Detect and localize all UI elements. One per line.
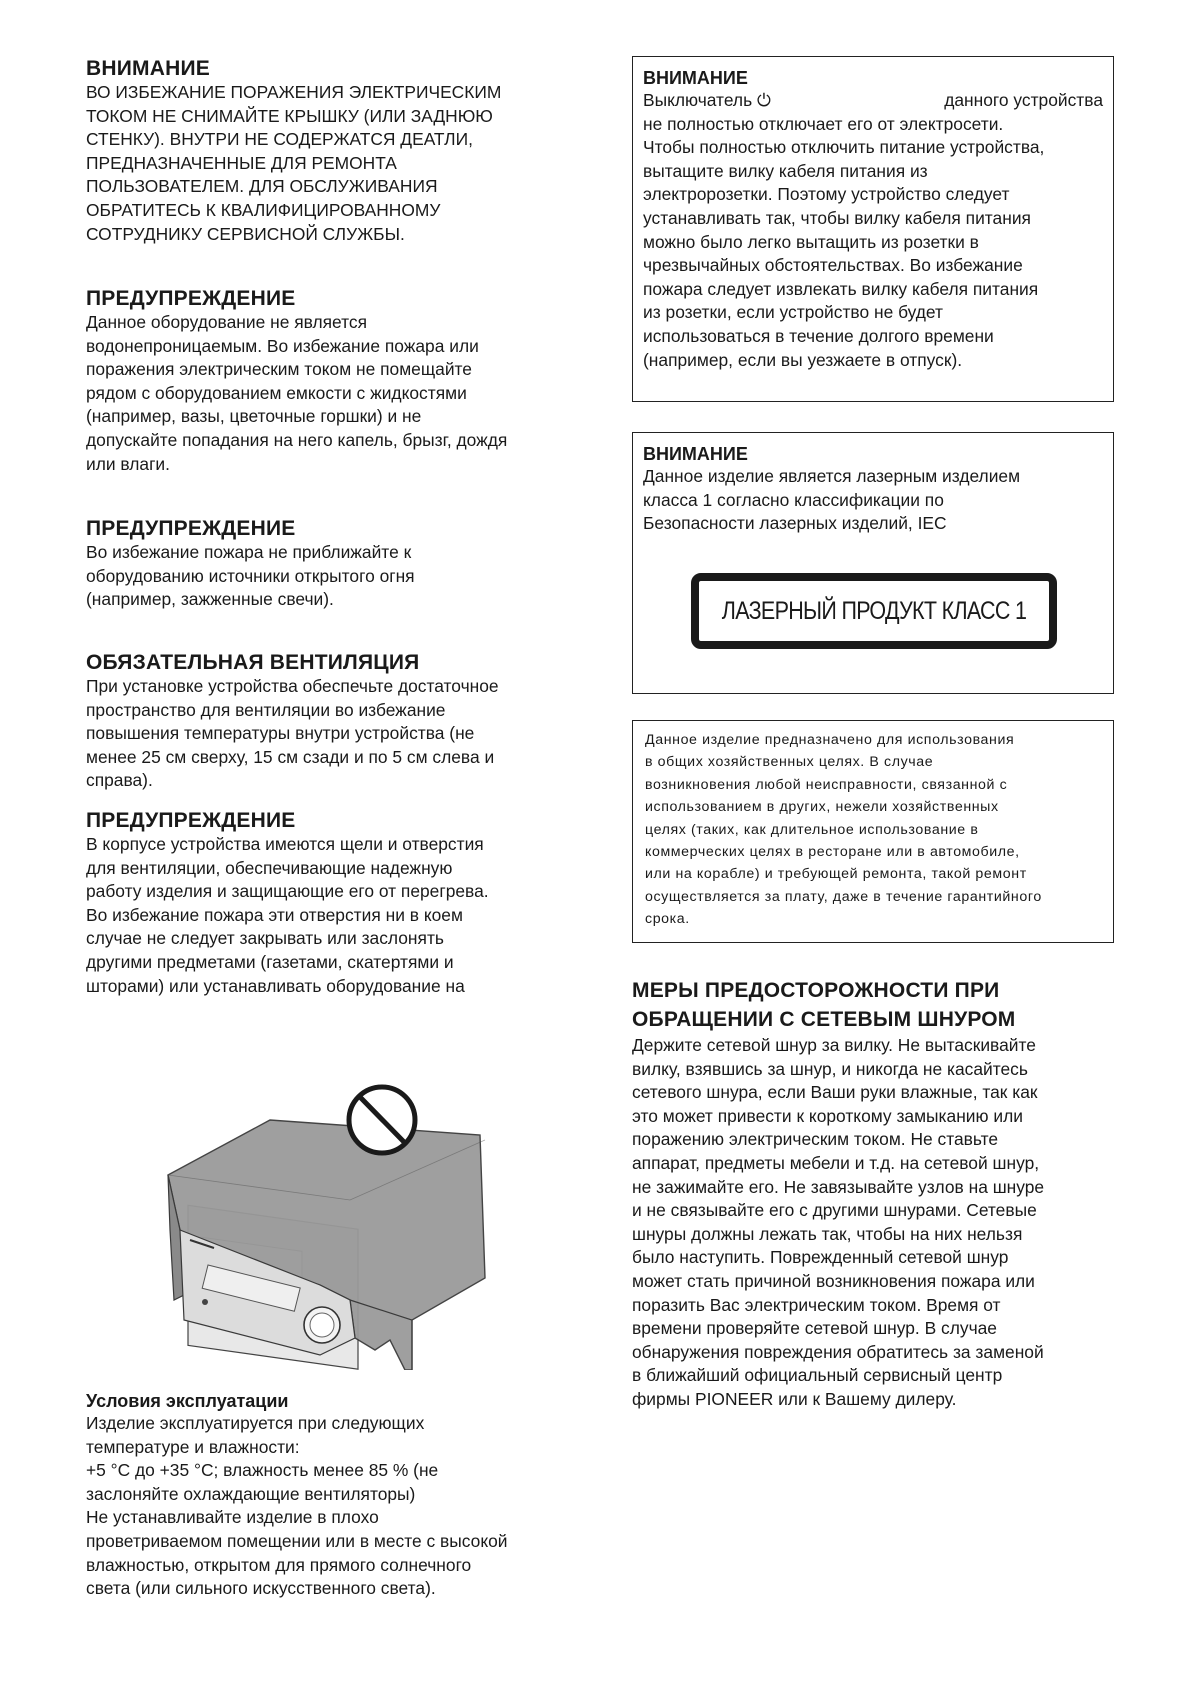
power-cord-text: Держите сетевой шнур за вилку. Не вытаскивайте вилку, взявшись за шнур, и никогда не касайтесь сетевого шнура, если Ваши руки влажные, так как это может привести к короткому замыканию или поражению электрическим током. Не ставьте аппарат, предметы мебели и т.д. на сетевой шнур, не зажимайте его. Не завязывайте узлов на шнуре и не связывайте его с другими шнурами. Сетевые шнуры должны лежать так, чтобы на них нельзя было наступить. Поврежденный сетевой шнур может стать причиной возникновения пожара или поразить Вас электрическим током. Время от времени проверяйте сетевой шнур. В случае обнаружения повреждения обратитесь за заменой в ближайший официальный сервисный центр фирмы PIONEER или к Вашему дилеру.	[632, 1035, 1045, 1409]
box-heading: ВНИМАНИЕ	[643, 444, 748, 464]
power-switch-caution-box	[632, 56, 1114, 402]
ventilation-section	[86, 650, 574, 793]
covered-device-illustration	[150, 1080, 495, 1370]
warning-text: Данное оборудование не является водонепроницаемым. Во избежание пожара или поражения электрическим током не помещайте рядом с оборудованием емкости с жидкостями (например, вазы, цветочные горшки) и не допускайте попадания на него капель, брызг, дождя или влаги.	[86, 312, 508, 474]
warning-heading: ПРЕДУПРЕЖДЕНИЕ	[86, 287, 296, 310]
box-text: Данное изделие является лазерным изделием класса 1 согласно классификации по Безопасности лазерных изделий, IEC	[643, 466, 1021, 534]
conditions-text: Изделие эксплуатируется при следующих температуре и влажности: +5 °C до +35 °C; влажность менее 85 % (не заслоняйте охлаждающие вентиляторы) Не устанавливайте изделие в плохо проветриваемом помещении или в месте с высокой влажностью, открытом для прямого солнечного света (или сильного искусственного света).	[86, 1413, 508, 1599]
laser-caution-box	[632, 432, 1114, 694]
warning-section-water	[86, 286, 574, 476]
ventilation-heading: ОБЯЗАТЕЛЬНАЯ ВЕНТИЛЯЦИЯ	[86, 651, 420, 674]
household-use-notice-box	[632, 720, 1114, 943]
caution-heading: ВНИМАНИЕ	[86, 57, 210, 80]
caution-text: ВО ИЗБЕЖАНИЕ ПОРАЖЕНИЯ ЭЛЕКТРИЧЕСКИМ ТОКОМ НЕ СНИМАЙТЕ КРЫШКУ (ИЛИ ЗАДНЮЮ СТЕНКУ). ВНУТРИ НЕ СОДЕРЖАТСЯ ДЕАТЛИ, ПРЕДНАЗНАЧЕННЫЕ ДЛЯ РЕМОНТА ПОЛЬЗОВАТЕЛЕМ. ДЛЯ ОБСЛУЖИВАНИЯ ОБРАТИТЕСЬ К КВАЛИФИЦИРОВАННОМУ СОТРУДНИКУ СЕРВИСНОЙ СЛУЖБЫ.	[86, 82, 502, 244]
power-cord-section	[632, 976, 1114, 1412]
warning-heading: ПРЕДУПРЕЖДЕНИЕ	[86, 517, 296, 540]
operating-conditions-section	[86, 1390, 574, 1601]
prohibition-icon	[349, 1087, 415, 1153]
caution-section-1	[86, 56, 574, 246]
power-icon: ⏻	[756, 90, 771, 110]
ventilation-text: При установке устройства обеспечьте достаточное пространство для вентиляции во избежание повышения температуры внутри устройства (не менее 25 см сверху, 15 см сзади и по 5 см слева и справа).	[86, 676, 499, 791]
laser-class-label: ЛАЗЕРНЫЙ ПРОДУКТ КЛАСС 1	[691, 573, 1057, 649]
warning-text: Во избежание пожара не приближайте к оборудованию источники открытого огня (например, зажженные свечи).	[86, 542, 415, 610]
warning-section-vents	[86, 808, 574, 998]
notice-text: Данное изделие предназначено для использования в общих хозяйственных целях. В случае возникновения любой неисправности, связанной с использованием в других, нежели хозяйственных целях (таких, как длительное использование в коммерческих целях в ресторане или в автомобиле, или на корабле) и требующей ремонта, такой ремонт осуществляется за плату, даже в течение гарантийного срока.	[645, 732, 1042, 928]
power-cord-heading: МЕРЫ ПРЕДОСТОРОЖНОСТИ ПРИ ОБРАЩЕНИИ С СЕТЕВЫМ ШНУРОМ	[632, 979, 1016, 1031]
box-heading: ВНИМАНИЕ	[643, 68, 748, 88]
conditions-heading: Условия эксплуатации	[86, 1391, 289, 1411]
box-text: Выключатель ⏻ данного устройства не полностью отключает его от электросети. Чтобы полностью отключить питание устройства, вытащите вилку кабеля питания из электророзетки. Поэтому устройство следует устанавливать так, чтобы вилку кабеля питания можно было легко вытащить из розетки в чрезвычайных обстоятельствах. Во избежание пожара следует извлекать вилку кабеля питания из розетки, если устройство не будет использоваться в течение долгого времени (например, если вы уезжаете в отпуск).	[643, 90, 1103, 370]
warning-section-fire	[86, 516, 574, 612]
warning-heading: ПРЕДУПРЕЖДЕНИЕ	[86, 809, 296, 832]
warning-text: В корпусе устройства имеются щели и отверстия для вентиляции, обеспечивающие надежную работу изделия и защищающие его от перегрева. Во избежание пожара эти отверстия ни в коем случае не следует закрывать или заслонять другими предметами (газетами, скатертями и шторами) или устанавливать оборудование на	[86, 834, 489, 996]
